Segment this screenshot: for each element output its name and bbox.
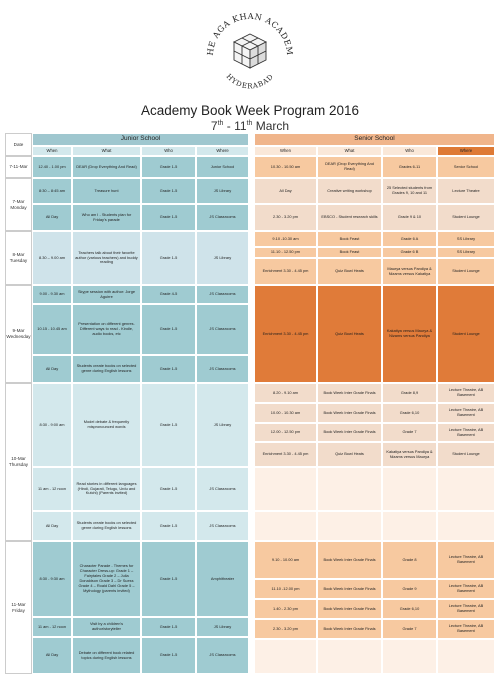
senior-where: Student Lounge	[437, 204, 495, 231]
junior-when: 8.30 – 9.00 am	[32, 231, 72, 285]
junior-who: Grade 1-5	[141, 204, 196, 231]
junior-when: 10.15 - 10.45 am	[32, 304, 72, 355]
junior-when: 11 am - 12 noon	[32, 467, 72, 511]
senior-when: All Day	[254, 178, 317, 204]
senior-when: 10.30 - 10.50 am	[254, 156, 317, 178]
junior-who: Grade 1-5	[141, 231, 196, 285]
junior-what: Model debate & frequently mispronounced words	[72, 383, 141, 467]
date-11-mar: 11-Mar Friday	[5, 541, 32, 674]
date-8-mar: 8-Mar Tuesday	[5, 231, 32, 285]
junior-what: Teachers talk about their favorite author (various teachers) and buddy reading	[72, 231, 141, 285]
senior-empty-cell	[254, 511, 317, 541]
junior-when: 8:30 - 9:00 am	[32, 383, 72, 467]
junior-when: 12.40 - 1.00 pm	[32, 156, 72, 178]
junior-what: Skype session with author: Jorge Aguirre	[72, 285, 141, 304]
senior-where: Lecture Theatre, AB Basement	[437, 383, 495, 403]
senior-when: Enrichment 3.30 - 4.45 pm	[254, 285, 317, 383]
subtitle-prefix: 7	[210, 119, 218, 133]
senior-who: Grade 6 A	[382, 231, 437, 247]
header-senior-who: Who	[382, 146, 437, 156]
senior-empty-cell	[382, 467, 437, 511]
senior-where: Lecture Theatre, AB Basement	[437, 619, 495, 639]
junior-where: JS Classrooms	[196, 204, 249, 231]
date-7-mar: 7-Mar Monday	[5, 178, 32, 231]
subtitle-middle: - 11	[223, 119, 247, 133]
senior-where: Student Lounge	[437, 285, 495, 383]
senior-empty-cell	[437, 467, 495, 511]
header-junior-who: Who	[141, 146, 196, 156]
senior-empty-cell	[254, 639, 317, 674]
senior-empty-cell	[437, 511, 495, 541]
junior-where: JS Library	[196, 178, 249, 204]
program-table	[5, 133, 495, 674]
junior-who: Grade 1-5	[141, 467, 196, 511]
senior-what: Quiz Bowl Heats	[317, 442, 382, 467]
junior-what: Character Parade - Themes for Character Dress-up: Grade 1 – Fairytales Grade 2 – Julia Donaldson Grade 3 – Dr Suess Grade 4 – Roald Dahl Grade 5 – Mythology (parents invited)	[72, 541, 141, 617]
senior-where: Lecture Theatre, AB Basement	[437, 423, 495, 442]
junior-where: JS Library	[196, 617, 249, 637]
senior-what: Book Week Inter Grade Finals	[317, 619, 382, 639]
junior-when: All Day	[32, 511, 72, 541]
junior-who: Grade 1-5	[141, 304, 196, 355]
senior-what: Book Feast	[317, 247, 382, 258]
senior-when: 8.20 - 9.10 am	[254, 383, 317, 403]
senior-who: Grade 6 B	[382, 247, 437, 258]
senior-where: Lecture Theatre, AB Basement	[437, 579, 495, 599]
senior-who: Grades 6-11	[382, 156, 437, 178]
senior-what: EBSCO - Student research skills	[317, 204, 382, 231]
senior-where: Lecture Theatre, AB Basement	[437, 541, 495, 579]
senior-when: 12.00 - 12.50 pm	[254, 423, 317, 442]
senior-what: Quiz Bowl Heats	[317, 258, 382, 285]
header-date: Date	[5, 133, 32, 156]
header-senior-what: What	[317, 146, 382, 156]
senior-empty-cell	[254, 467, 317, 511]
subtitle-sup1: th	[217, 120, 224, 127]
senior-who: Grade 7	[382, 423, 437, 442]
senior-when: 1.40 - 2.30 pm	[254, 599, 317, 619]
senior-when: 2.30 - 3.20 pm	[254, 619, 317, 639]
senior-where: Student Lounge	[437, 442, 495, 467]
senior-where: Student Lounge	[437, 258, 495, 285]
senior-who: Grade 8,9	[382, 383, 437, 403]
junior-what: Students create books on selected genre during English lessons	[72, 355, 141, 383]
junior-what: Debate on different book related topics during English lessons	[72, 637, 141, 674]
senior-where: Lecture Theatre, AB Basement	[437, 403, 495, 423]
senior-where: Lecture Theatre	[437, 178, 495, 204]
junior-when: 8:30 – 8:45 am	[32, 178, 72, 204]
senior-empty-cell	[317, 511, 382, 541]
junior-where: Amphitheater	[196, 541, 249, 617]
academy-logo	[199, 4, 301, 102]
senior-where: Senior School	[437, 156, 495, 178]
junior-what: Presentation on different genres. Different ways to read - Kindle, audio books, etc	[72, 304, 141, 355]
senior-who: Grade 9 & 10	[382, 204, 437, 231]
header-junior-when: When	[32, 146, 72, 156]
senior-when: 10.00 - 10.30 am	[254, 403, 317, 423]
junior-what: Read stories in different languages (Hindi, Gujarati, Telugu, Urdu and Kutchi) (Parents invited)	[72, 467, 141, 511]
junior-what: Visit by a children's author/storyteller	[72, 617, 141, 637]
junior-who: Grade 1-5	[141, 383, 196, 467]
senior-where: SS Library	[437, 247, 495, 258]
junior-where: JS Classrooms	[196, 637, 249, 674]
junior-where: JS Classrooms	[196, 285, 249, 304]
senior-when: Enrichment 3.30 - 4.45 pm	[254, 442, 317, 467]
senior-when: 11.10 -12.00 pm	[254, 579, 317, 599]
senior-what: Book Week Inter Grade Finals	[317, 541, 382, 579]
junior-who: Grade 1-5	[141, 156, 196, 178]
junior-where: JS Classrooms	[196, 304, 249, 355]
senior-empty-cell	[317, 639, 382, 674]
header-junior-what: What	[72, 146, 141, 156]
junior-who: Grade 1-5	[141, 637, 196, 674]
junior-who: Grade 1-5	[141, 355, 196, 383]
senior-what: Book Feast	[317, 231, 382, 247]
senior-who: Grade 6,10	[382, 599, 437, 619]
subtitle-sup2: th	[246, 120, 253, 127]
junior-who: Grade 1-5	[141, 511, 196, 541]
junior-when: 11 am - 12 noon	[32, 617, 72, 637]
junior-where: JS Classrooms	[196, 467, 249, 511]
senior-who: Maurya versus Pandiya & Nizams versus Kakatiya	[382, 258, 437, 285]
senior-empty-cell	[437, 639, 495, 674]
junior-when: 8:30 - 9:30 am	[32, 541, 72, 617]
date-10-mar: 10-Mar Thursday	[5, 383, 32, 541]
logo-top-text: HE AGA KHAN ACADEM	[204, 10, 296, 57]
senior-where: SS Library	[437, 231, 495, 247]
senior-what: Book Week Inter Grade Finals	[317, 599, 382, 619]
date-9-mar: 9-Mar Wednesday	[5, 285, 32, 383]
junior-who: Grade 1-5	[141, 178, 196, 204]
senior-empty-cell	[382, 511, 437, 541]
junior-who: Grade 1-5	[141, 541, 196, 617]
subtitle-suffix: March	[252, 119, 290, 133]
senior-when: 9.10 -10.30 am	[254, 231, 317, 247]
header-senior-where: Where	[437, 146, 495, 156]
junior-where: JS Classrooms	[196, 511, 249, 541]
logo-bottom-text: HYDERABAD	[224, 72, 276, 91]
senior-when: 11.10 - 12.50 pm	[254, 247, 317, 258]
senior-when: Enrichment 3.30 - 4.45 pm	[254, 258, 317, 285]
junior-who: Grade 1-5	[141, 617, 196, 637]
senior-what: Quiz Bowl Heats	[317, 285, 382, 383]
senior-empty-cell	[382, 639, 437, 674]
senior-who: Kakatiya versus Maurya & Nizams versus Pandiya	[382, 285, 437, 383]
senior-where: Lecture Theatre, AB Basement	[437, 599, 495, 619]
junior-what: DEAR (Drop Everything And Read)	[72, 156, 141, 178]
senior-what: Book Week Inter Grade Finals	[317, 383, 382, 403]
junior-what: Treasure hunt	[72, 178, 141, 204]
junior-when: All Day	[32, 355, 72, 383]
page-subtitle	[0, 119, 500, 133]
senior-who: Grade 8	[382, 541, 437, 579]
senior-when: 9.10 - 10.00 am	[254, 541, 317, 579]
junior-when: All Day	[32, 204, 72, 231]
junior-what: Who am I - Students plan for Friday's parade	[72, 204, 141, 231]
junior-when: 9.00 - 9.30 am	[32, 285, 72, 304]
senior-what: Creative writing workshop	[317, 178, 382, 204]
junior-what: Students create books on selected genre during English lessons	[72, 511, 141, 541]
svg-text:HYDERABAD	[225, 72, 276, 90]
senior-who: Grade 9	[382, 579, 437, 599]
junior-where: JS Classrooms	[196, 355, 249, 383]
header-senior-school: Senior School	[254, 133, 495, 146]
senior-what: Book Week Inter Grade Finals	[317, 423, 382, 442]
senior-what: Book Week Inter Grade Finals	[317, 403, 382, 423]
senior-who: Kakatiya versus Pandiya & Nizams versus Maurya	[382, 442, 437, 467]
junior-where: JS Library	[196, 383, 249, 467]
senior-when: 2.30 - 3.20 pm	[254, 204, 317, 231]
junior-who: Grade 4-5	[141, 285, 196, 304]
junior-where: Junior School	[196, 156, 249, 178]
senior-who: Grade 7	[382, 619, 437, 639]
page-title: Academy Book Week Program 2016	[140, 103, 360, 118]
senior-what: DEAR (Drop Everything And Read)	[317, 156, 382, 178]
senior-who: Grade 6,10	[382, 403, 437, 423]
senior-what: Book Week Inter Grade Finals	[317, 579, 382, 599]
junior-when: All Day	[32, 637, 72, 674]
header-senior-when: When	[254, 146, 317, 156]
senior-empty-cell	[317, 467, 382, 511]
header-junior-where: Where	[196, 146, 249, 156]
junior-where: JS Library	[196, 231, 249, 285]
senior-who: 25 Selected students from Grades 9, 10 and 11	[382, 178, 437, 204]
date-7-11-mar: 7-11-Mar	[5, 156, 32, 178]
header-junior-school: Junior School	[32, 133, 249, 146]
